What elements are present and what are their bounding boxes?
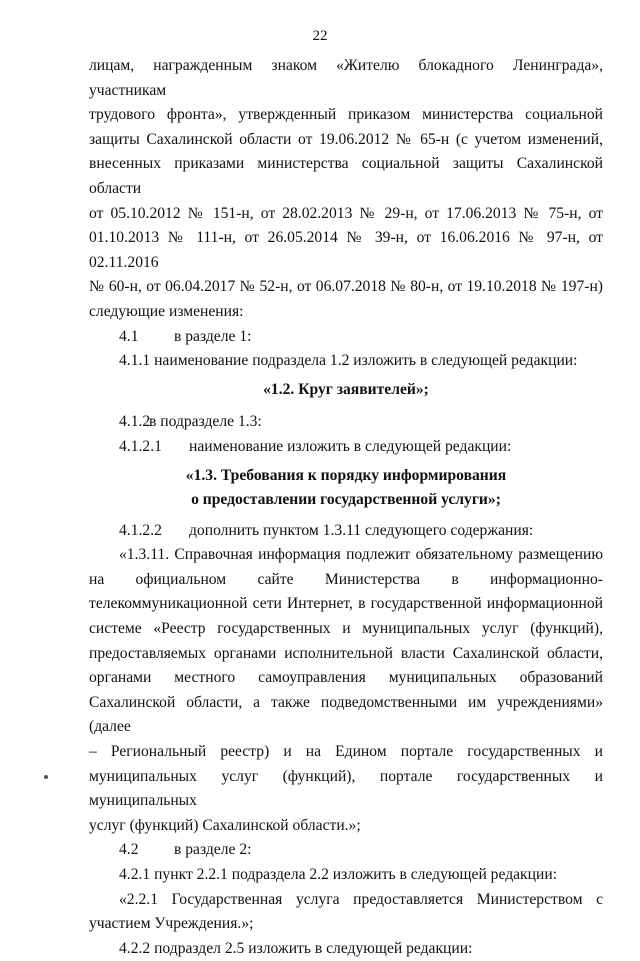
list-item-4-2-2: 4.2.2 подраздел 2.5 изложить в следующей редакции: [119, 939, 473, 957]
list-item-4-1-2 [89, 410, 603, 435]
list-item-4-1-1: 4.1.1 наименование подраздела 1.2 изложить в следующей редакции: [119, 352, 578, 370]
section-heading-1-3-cont: о предоставлении государственной услуги»; [191, 491, 501, 509]
item-text: в разделе 2: [174, 841, 252, 859]
list-item-4-1-2-1 [89, 435, 603, 460]
text-line: предоставляемых органами исполнительной власти Сахалинской области, [89, 644, 603, 662]
scan-speck [44, 775, 48, 779]
text-line: муниципальных услуг (функций), портале государственных и муниципальных [89, 767, 603, 810]
text-line: следующие изменения: [89, 302, 244, 320]
text-line: органами местного самоуправления муниципальных образований [89, 669, 603, 687]
list-item-4-2-1: 4.2.1 пункт 2.2.1 подраздела 2.2 изложить в следующей редакции: [119, 866, 557, 883]
text-line: системе «Реестр государственных и муниципальных услуг (функций), [89, 620, 603, 638]
text-line: – Региональный реестр) и на Едином портале государственных и [89, 743, 603, 761]
document-body [89, 54, 603, 961]
section-heading-1-3: «1.3. Требования к порядку информирования [185, 466, 507, 484]
item-number: 4.1.2 [119, 413, 151, 431]
item-number: 4.1 [119, 327, 139, 345]
text-line: на официальном сайте Министерства в информационно- [89, 570, 603, 588]
text-line: телекоммуникационной сети Интернет, в государственной информационной [89, 595, 603, 613]
text-line: внесенных приказами министерства социальной защиты Сахалинской области [89, 155, 603, 197]
text-line: трудового фронта», утвержденный приказом министерства социальной [89, 106, 603, 124]
item-text: в подразделе 1.3: [149, 413, 262, 431]
list-item-4-1 [89, 325, 603, 350]
text-line: услуг (функций) Сахалинской области.»; [89, 816, 361, 834]
item-number: 4.1.2.1 [119, 437, 162, 455]
item-number: 4.1.2.2 [119, 521, 162, 539]
text-line: участием Учреждения.»; [89, 915, 254, 933]
item-text: дополнить пунктом 1.3.11 следующего содержания: [189, 521, 534, 539]
text-line: Сахалинской области, а также подведомственными им учреждениями» (далее [89, 693, 603, 736]
list-item-4-1-2-2 [89, 519, 603, 544]
text-line: «1.3.11. Справочная информация подлежит обязательному размещению [119, 546, 603, 564]
text-line: «2.2.1 Государственная услуга предоставляется Министерством с [119, 890, 603, 908]
item-text: наименование изложить в следующей редакции: [189, 437, 512, 455]
list-item-4-2 [89, 838, 603, 863]
text-line: 01.10.2013 № 111-н, от 26.05.2014 № 39-н, от 16.06.2016 № 97-н, от 02.11.2016 [89, 229, 603, 271]
text-line: защиты Сахалинской области от 19.06.2012 № 65-н (с учетом изменений, [89, 130, 603, 148]
item-number: 4.2 [119, 841, 139, 859]
item-text: в разделе 1: [174, 327, 252, 345]
text-line: от 05.10.2012 № 151-н, от 28.02.2013 № 29-н, от 17.06.2013 № 75-н, от [89, 204, 603, 222]
section-heading-1-2: «1.2. Круг заявителей»; [263, 380, 429, 398]
text-line: № 60-н, от 06.04.2017 № 52-н, от 06.07.2018 № 80-н, от 19.10.2018 № 197-н) [89, 278, 603, 296]
text-line: лицам, награжденным знаком «Жителю блокадного Ленинграда», участникам [89, 57, 603, 99]
page-number: 22 [312, 28, 328, 44]
